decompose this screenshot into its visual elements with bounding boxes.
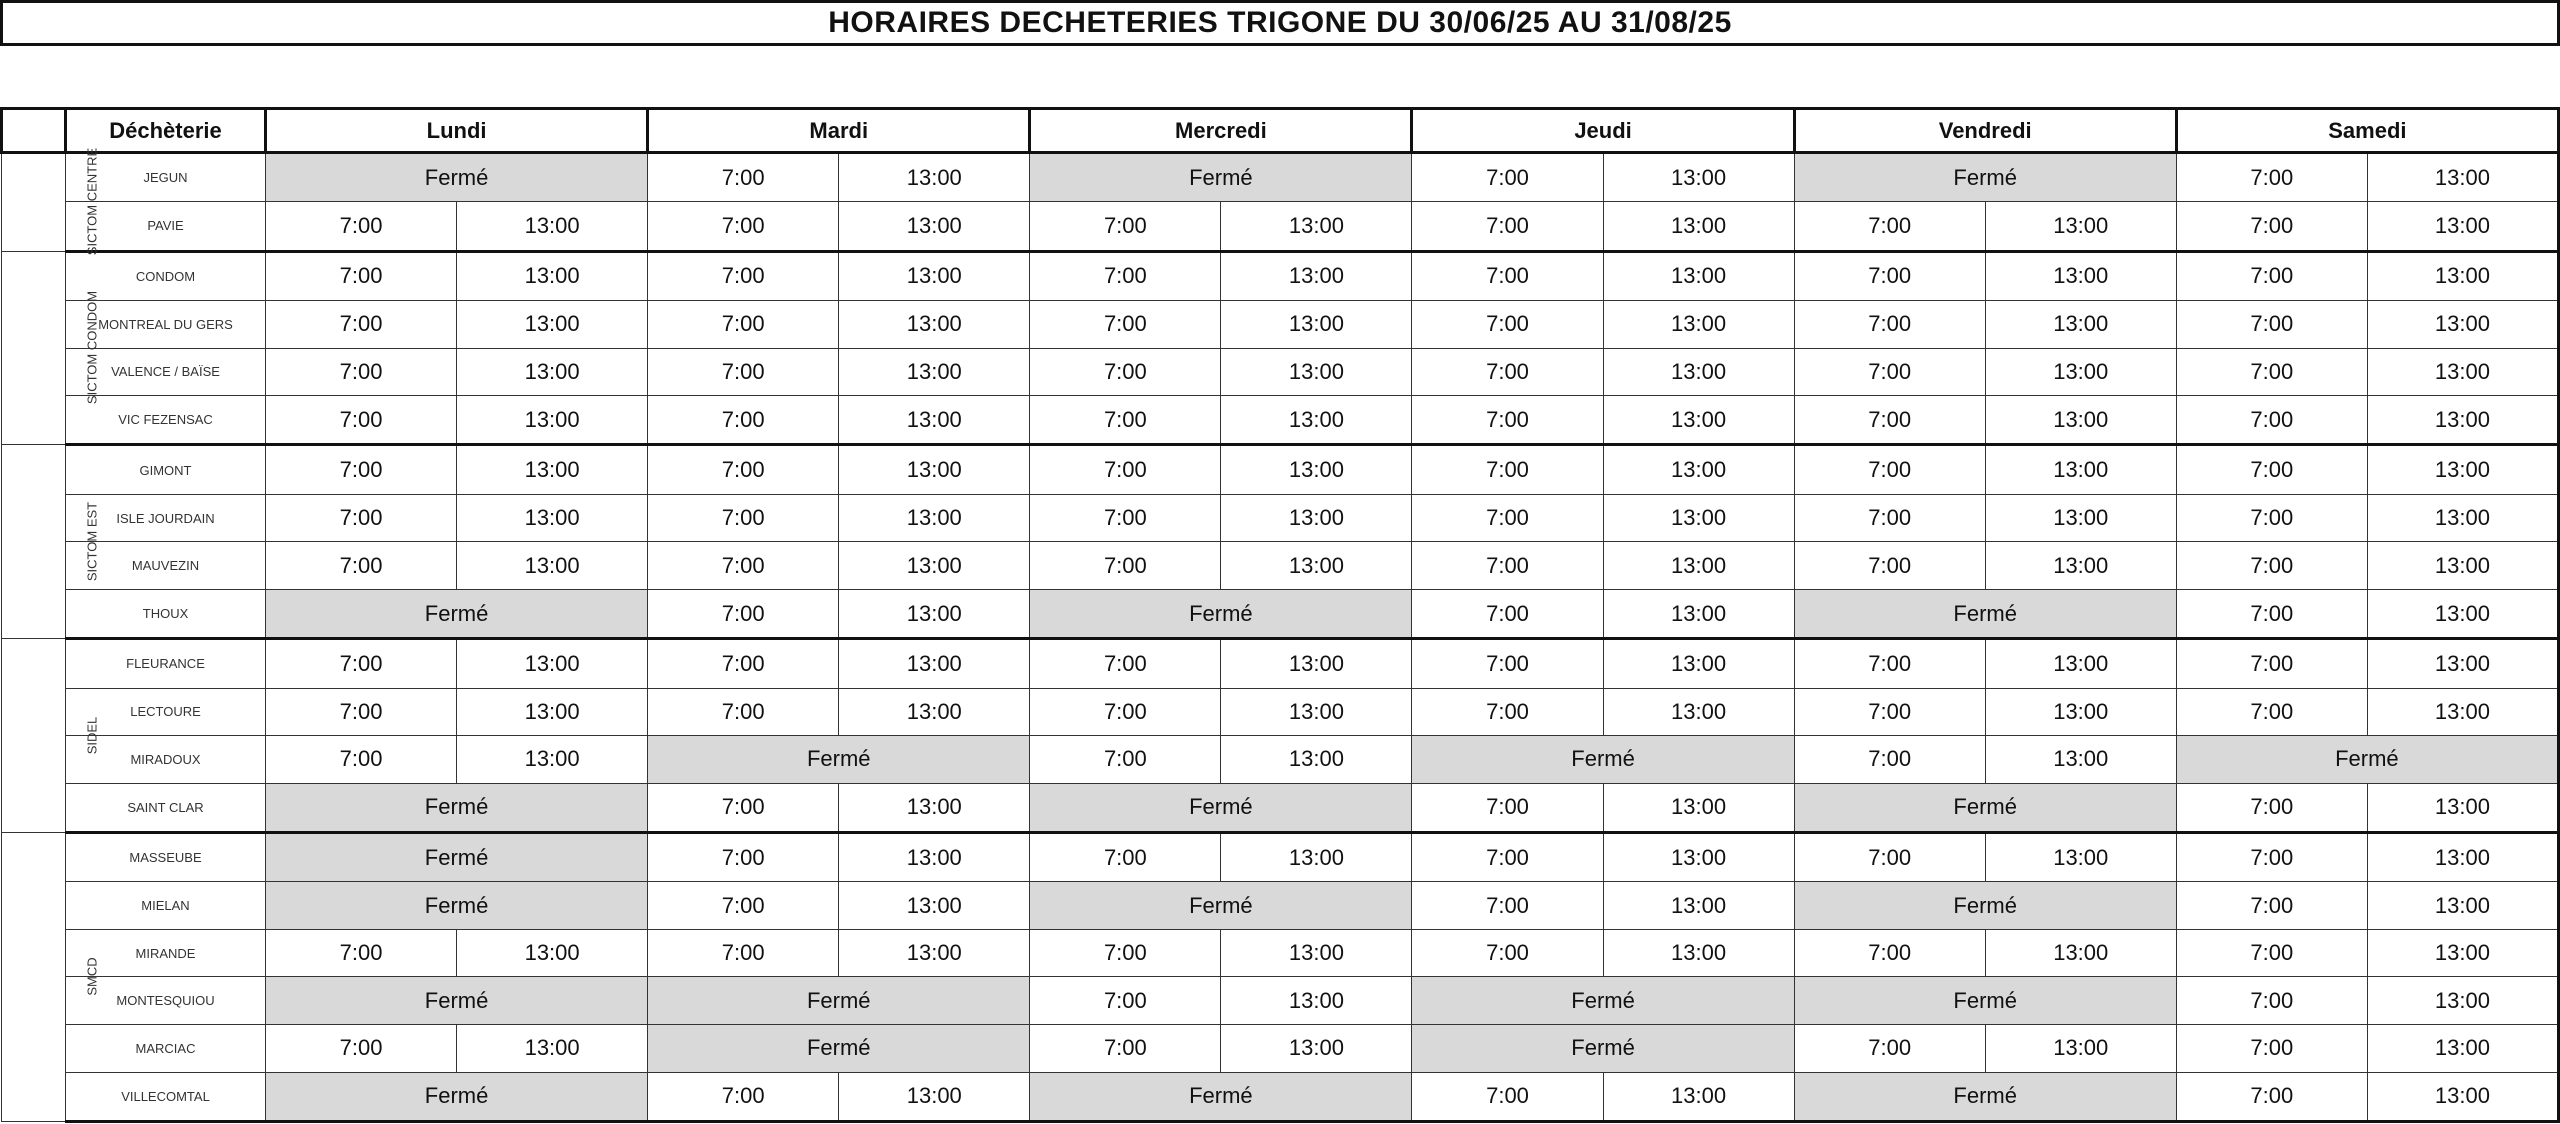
open-time: 7:00 (1412, 396, 1603, 445)
table-row (2, 783, 2559, 832)
open-time: 7:00 (648, 929, 839, 977)
open-time: 7:00 (2176, 1072, 2367, 1121)
close-time: 13:00 (2367, 202, 2558, 251)
close-time: 13:00 (1221, 494, 1412, 542)
open-time: 7:00 (1794, 202, 1985, 251)
close-time: 13:00 (1603, 396, 1794, 445)
closed-cell: Fermé (1794, 153, 2176, 202)
close-time: 13:00 (2367, 589, 2558, 638)
open-time: 7:00 (2176, 300, 2367, 348)
site-name: MIRADOUX (66, 736, 266, 784)
open-time: 7:00 (648, 882, 839, 930)
header-day: Lundi (266, 109, 648, 153)
close-time: 13:00 (457, 736, 648, 784)
open-time: 7:00 (1030, 929, 1221, 977)
close-time: 13:00 (1221, 396, 1412, 445)
open-time: 7:00 (1794, 929, 1985, 977)
group-label (2, 445, 100, 639)
open-time: 7:00 (2176, 202, 2367, 251)
open-time: 7:00 (1794, 251, 1985, 300)
close-time: 13:00 (1221, 202, 1412, 251)
closed-cell: Fermé (648, 1025, 1030, 1073)
close-time: 13:00 (457, 300, 648, 348)
site-name: SAINT CLAR (66, 783, 266, 832)
open-time: 7:00 (1412, 929, 1603, 977)
closed-cell: Fermé (648, 736, 1030, 784)
closed-cell: Fermé (266, 833, 648, 882)
table-row (2, 882, 2559, 930)
open-time: 7:00 (648, 348, 839, 396)
close-time: 13:00 (1603, 251, 1794, 300)
open-time: 7:00 (2176, 153, 2367, 202)
table-row (2, 348, 2559, 396)
close-time: 13:00 (457, 445, 648, 494)
open-time: 7:00 (266, 494, 457, 542)
open-time: 7:00 (1030, 445, 1221, 494)
open-time: 7:00 (648, 251, 839, 300)
open-time: 7:00 (266, 1025, 457, 1073)
close-time: 13:00 (1985, 300, 2176, 348)
open-time: 7:00 (2176, 589, 2367, 638)
closed-cell: Fermé (2176, 736, 2558, 784)
close-time: 13:00 (2367, 251, 2558, 300)
close-time: 13:00 (839, 202, 1030, 251)
closed-cell: Fermé (1794, 977, 2176, 1025)
open-time: 7:00 (648, 783, 839, 832)
open-time: 7:00 (266, 251, 457, 300)
open-time: 7:00 (1794, 688, 1985, 736)
open-time: 7:00 (1030, 348, 1221, 396)
closed-cell: Fermé (266, 882, 648, 930)
open-time: 7:00 (1794, 445, 1985, 494)
open-time: 7:00 (648, 202, 839, 251)
close-time: 13:00 (1603, 202, 1794, 251)
open-time: 7:00 (1412, 300, 1603, 348)
table-row (2, 688, 2559, 736)
close-time: 13:00 (1603, 348, 1794, 396)
open-time: 7:00 (1030, 542, 1221, 590)
table-row (2, 251, 2559, 300)
group-name: SICTOM CENTRE (84, 148, 100, 256)
open-time: 7:00 (1794, 348, 1985, 396)
open-time: 7:00 (266, 736, 457, 784)
table-row (2, 202, 2559, 251)
open-time: 7:00 (1030, 639, 1221, 688)
open-time: 7:00 (1794, 494, 1985, 542)
close-time: 13:00 (2367, 882, 2558, 930)
close-time: 13:00 (839, 396, 1030, 445)
open-time: 7:00 (1412, 688, 1603, 736)
close-time: 13:00 (2367, 1025, 2558, 1073)
close-time: 13:00 (1603, 494, 1794, 542)
open-time: 7:00 (1412, 251, 1603, 300)
open-time: 7:00 (648, 1072, 839, 1121)
header-day: Mercredi (1030, 109, 1412, 153)
group-label (2, 833, 100, 1122)
close-time: 13:00 (457, 348, 648, 396)
site-name: VALENCE / BAÏSE (66, 348, 266, 396)
table-row (2, 445, 2559, 494)
table-row (2, 300, 2559, 348)
close-time: 13:00 (1985, 494, 2176, 542)
close-time: 13:00 (2367, 445, 2558, 494)
closed-cell: Fermé (1412, 736, 1794, 784)
close-time: 13:00 (1985, 688, 2176, 736)
open-time: 7:00 (1030, 977, 1221, 1025)
open-time: 7:00 (1794, 1025, 1985, 1073)
open-time: 7:00 (648, 688, 839, 736)
close-time: 13:00 (1221, 833, 1412, 882)
page-title: HORAIRES DECHETERIES TRIGONE DU 30/06/25 AU 31/08/25 (0, 0, 2560, 46)
open-time: 7:00 (1030, 1025, 1221, 1073)
close-time: 13:00 (1985, 639, 2176, 688)
open-time: 7:00 (1030, 833, 1221, 882)
close-time: 13:00 (1603, 639, 1794, 688)
open-time: 7:00 (1412, 589, 1603, 638)
open-time: 7:00 (1412, 445, 1603, 494)
close-time: 13:00 (839, 348, 1030, 396)
open-time: 7:00 (266, 202, 457, 251)
closed-cell: Fermé (1794, 589, 2176, 638)
open-time: 7:00 (1030, 202, 1221, 251)
group-name: SMCD (84, 957, 100, 996)
schedule-table (0, 107, 2560, 1123)
site-name: ISLE JOURDAIN (66, 494, 266, 542)
close-time: 13:00 (1603, 445, 1794, 494)
open-time: 7:00 (2176, 251, 2367, 300)
header-day: Samedi (2176, 109, 2558, 153)
open-time: 7:00 (2176, 445, 2367, 494)
table-row (2, 396, 2559, 445)
close-time: 13:00 (1221, 542, 1412, 590)
close-time: 13:00 (839, 494, 1030, 542)
header-row (2, 109, 2559, 153)
close-time: 13:00 (1221, 251, 1412, 300)
close-time: 13:00 (1603, 882, 1794, 930)
close-time: 13:00 (2367, 153, 2558, 202)
open-time: 7:00 (2176, 977, 2367, 1025)
group-name: SICTOM EST (84, 501, 100, 581)
close-time: 13:00 (457, 251, 648, 300)
close-time: 13:00 (1221, 348, 1412, 396)
open-time: 7:00 (648, 494, 839, 542)
open-time: 7:00 (2176, 882, 2367, 930)
table-row (2, 153, 2559, 202)
group-label (2, 148, 100, 256)
table-row (2, 736, 2559, 784)
close-time: 13:00 (2367, 688, 2558, 736)
open-time: 7:00 (1412, 1072, 1603, 1121)
close-time: 13:00 (839, 1072, 1030, 1121)
open-time: 7:00 (1030, 396, 1221, 445)
close-time: 13:00 (1603, 589, 1794, 638)
group-name: SIDEL (84, 716, 100, 754)
open-time: 7:00 (266, 445, 457, 494)
close-time: 13:00 (1221, 688, 1412, 736)
close-time: 13:00 (839, 833, 1030, 882)
close-time: 13:00 (2367, 833, 2558, 882)
close-time: 13:00 (1221, 445, 1412, 494)
close-time: 13:00 (1603, 833, 1794, 882)
table-row (2, 833, 2559, 882)
site-name: MASSEUBE (66, 833, 266, 882)
close-time: 13:00 (457, 202, 648, 251)
close-time: 13:00 (457, 639, 648, 688)
header-day: Mardi (648, 109, 1030, 153)
site-name: VIC FEZENSAC (66, 396, 266, 445)
close-time: 13:00 (2367, 542, 2558, 590)
site-name: MAUVEZIN (66, 542, 266, 590)
site-name: VILLECOMTAL (66, 1072, 266, 1121)
close-time: 13:00 (1985, 736, 2176, 784)
site-name: THOUX (66, 589, 266, 638)
header-day: Jeudi (1412, 109, 1794, 153)
closed-cell: Fermé (1794, 882, 2176, 930)
open-time: 7:00 (266, 300, 457, 348)
open-time: 7:00 (1794, 300, 1985, 348)
table-row (2, 929, 2559, 977)
site-name: PAVIE (66, 202, 266, 251)
close-time: 13:00 (1603, 783, 1794, 832)
close-time: 13:00 (2367, 639, 2558, 688)
close-time: 13:00 (2367, 348, 2558, 396)
open-time: 7:00 (1412, 783, 1603, 832)
open-time: 7:00 (1412, 639, 1603, 688)
group-name: SICTOM CONDOM (84, 290, 100, 405)
close-time: 13:00 (1985, 929, 2176, 977)
open-time: 7:00 (1030, 736, 1221, 784)
open-time: 7:00 (648, 542, 839, 590)
open-time: 7:00 (1412, 882, 1603, 930)
table-row (2, 1072, 2559, 1121)
open-time: 7:00 (1412, 833, 1603, 882)
site-name: MONTESQUIOU (66, 977, 266, 1025)
group-label (2, 251, 100, 445)
closed-cell: Fermé (1030, 1072, 1412, 1121)
closed-cell: Fermé (1030, 882, 1412, 930)
close-time: 13:00 (839, 882, 1030, 930)
open-time: 7:00 (1030, 300, 1221, 348)
close-time: 13:00 (2367, 396, 2558, 445)
open-time: 7:00 (2176, 494, 2367, 542)
site-name: MONTREAL DU GERS (66, 300, 266, 348)
close-time: 13:00 (1985, 202, 2176, 251)
close-time: 13:00 (1221, 300, 1412, 348)
close-time: 13:00 (1985, 251, 2176, 300)
open-time: 7:00 (2176, 396, 2367, 445)
open-time: 7:00 (266, 348, 457, 396)
close-time: 13:00 (2367, 929, 2558, 977)
open-time: 7:00 (2176, 1025, 2367, 1073)
open-time: 7:00 (2176, 348, 2367, 396)
close-time: 13:00 (1221, 977, 1412, 1025)
closed-cell: Fermé (648, 977, 1030, 1025)
closed-cell: Fermé (1412, 977, 1794, 1025)
open-time: 7:00 (1030, 251, 1221, 300)
close-time: 13:00 (2367, 783, 2558, 832)
open-time: 7:00 (648, 396, 839, 445)
close-time: 13:00 (457, 542, 648, 590)
site-name: MIELAN (66, 882, 266, 930)
site-name: LECTOURE (66, 688, 266, 736)
closed-cell: Fermé (266, 589, 648, 638)
close-time: 13:00 (1221, 736, 1412, 784)
close-time: 13:00 (839, 783, 1030, 832)
close-time: 13:00 (1221, 929, 1412, 977)
open-time: 7:00 (1412, 202, 1603, 251)
open-time: 7:00 (2176, 833, 2367, 882)
open-time: 7:00 (266, 396, 457, 445)
open-time: 7:00 (1412, 542, 1603, 590)
table-row (2, 639, 2559, 688)
close-time: 13:00 (1985, 445, 2176, 494)
site-name: CONDOM (66, 251, 266, 300)
header-day: Vendredi (1794, 109, 2176, 153)
closed-cell: Fermé (1030, 589, 1412, 638)
open-time: 7:00 (648, 153, 839, 202)
open-time: 7:00 (2176, 688, 2367, 736)
close-time: 13:00 (1985, 1025, 2176, 1073)
close-time: 13:00 (457, 688, 648, 736)
open-time: 7:00 (648, 639, 839, 688)
close-time: 13:00 (839, 688, 1030, 736)
open-time: 7:00 (2176, 542, 2367, 590)
open-time: 7:00 (1412, 348, 1603, 396)
schedule-body (2, 148, 2559, 1122)
close-time: 13:00 (839, 445, 1030, 494)
closed-cell: Fermé (266, 783, 648, 832)
closed-cell: Fermé (1412, 1025, 1794, 1073)
group-label (2, 639, 100, 833)
closed-cell: Fermé (1794, 783, 2176, 832)
close-time: 13:00 (2367, 494, 2558, 542)
open-time: 7:00 (1030, 688, 1221, 736)
close-time: 13:00 (2367, 977, 2558, 1025)
closed-cell: Fermé (1030, 153, 1412, 202)
close-time: 13:00 (457, 494, 648, 542)
closed-cell: Fermé (1030, 783, 1412, 832)
close-time: 13:00 (839, 589, 1030, 638)
site-name: MIRANDE (66, 929, 266, 977)
open-time: 7:00 (648, 833, 839, 882)
close-time: 13:00 (839, 929, 1030, 977)
close-time: 13:00 (839, 251, 1030, 300)
close-time: 13:00 (1603, 300, 1794, 348)
open-time: 7:00 (1794, 639, 1985, 688)
table-row (2, 1025, 2559, 1073)
close-time: 13:00 (1221, 1025, 1412, 1073)
site-name: JEGUN (66, 153, 266, 202)
closed-cell: Fermé (1794, 1072, 2176, 1121)
open-time: 7:00 (266, 542, 457, 590)
close-time: 13:00 (1985, 833, 2176, 882)
close-time: 13:00 (2367, 300, 2558, 348)
closed-cell: Fermé (266, 1072, 648, 1121)
close-time: 13:00 (1603, 1072, 1794, 1121)
open-time: 7:00 (1412, 153, 1603, 202)
close-time: 13:00 (839, 153, 1030, 202)
close-time: 13:00 (839, 300, 1030, 348)
close-time: 13:00 (1985, 396, 2176, 445)
open-time: 7:00 (2176, 639, 2367, 688)
close-time: 13:00 (2367, 1072, 2558, 1121)
open-time: 7:00 (1794, 833, 1985, 882)
open-time: 7:00 (1794, 396, 1985, 445)
open-time: 7:00 (266, 639, 457, 688)
open-time: 7:00 (1794, 736, 1985, 784)
open-time: 7:00 (266, 929, 457, 977)
open-time: 7:00 (2176, 929, 2367, 977)
open-time: 7:00 (648, 300, 839, 348)
close-time: 13:00 (1221, 639, 1412, 688)
close-time: 13:00 (457, 396, 648, 445)
close-time: 13:00 (457, 1025, 648, 1073)
close-time: 13:00 (1603, 688, 1794, 736)
open-time: 7:00 (2176, 783, 2367, 832)
close-time: 13:00 (1985, 542, 2176, 590)
site-name: MARCIAC (66, 1025, 266, 1073)
close-time: 13:00 (1603, 929, 1794, 977)
table-row (2, 494, 2559, 542)
open-time: 7:00 (1030, 494, 1221, 542)
closed-cell: Fermé (266, 977, 648, 1025)
close-time: 13:00 (1603, 153, 1794, 202)
close-time: 13:00 (1985, 348, 2176, 396)
close-time: 13:00 (457, 929, 648, 977)
closed-cell: Fermé (266, 153, 648, 202)
open-time: 7:00 (1412, 494, 1603, 542)
close-time: 13:00 (839, 542, 1030, 590)
site-name: FLEURANCE (66, 639, 266, 688)
header-site: Déchèterie (66, 109, 266, 153)
close-time: 13:00 (839, 639, 1030, 688)
table-row (2, 589, 2559, 638)
site-name: GIMONT (66, 445, 266, 494)
close-time: 13:00 (1603, 542, 1794, 590)
table-row (2, 542, 2559, 590)
open-time: 7:00 (648, 445, 839, 494)
table-row (2, 977, 2559, 1025)
open-time: 7:00 (648, 589, 839, 638)
open-time: 7:00 (1794, 542, 1985, 590)
header-corner (2, 109, 66, 153)
open-time: 7:00 (266, 688, 457, 736)
